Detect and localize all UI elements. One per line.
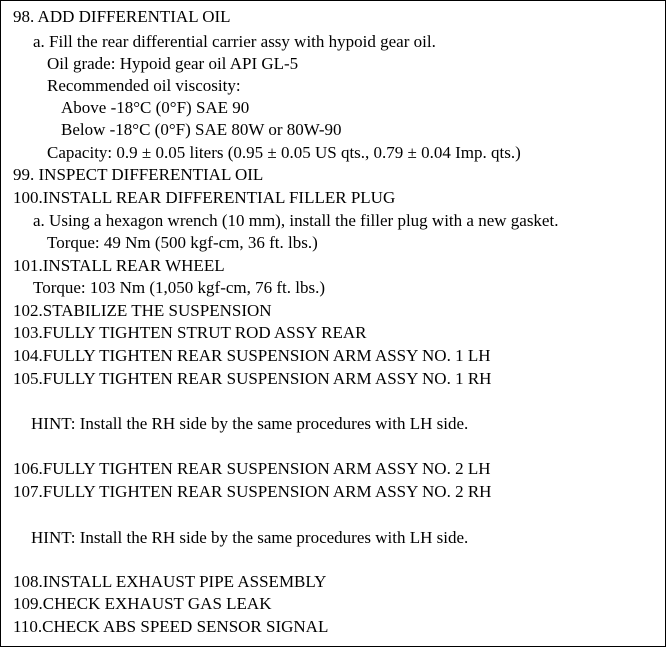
- step-104-heading: 104.FULLY TIGHTEN REAR SUSPENSION ARM ASSY NO. 1 LH: [13, 346, 491, 365]
- oil-grade-line: Oil grade: Hypoid gear oil API GL-5: [47, 54, 299, 73]
- step-103-heading: 103.FULLY TIGHTEN STRUT ROD ASSY REAR: [13, 323, 367, 342]
- viscosity-above: Above -18°C (0°F) SAE 90: [61, 98, 250, 117]
- step-101-heading: 101.INSTALL REAR WHEEL: [13, 256, 225, 275]
- step-109-heading: 109.CHECK EXHAUST GAS LEAK: [13, 594, 272, 613]
- step-98-heading: 98. ADD DIFFERENTIAL OIL: [13, 7, 231, 26]
- step-99-heading: 99. INSPECT DIFFERENTIAL OIL: [13, 165, 264, 184]
- step-107-heading: 107.FULLY TIGHTEN REAR SUSPENSION ARM ASSY NO. 2 RH: [13, 482, 492, 501]
- step-100-torque: Torque: 49 Nm (500 kgf-cm, 36 ft. lbs.): [47, 233, 318, 252]
- step-102-heading: 102.STABILIZE THE SUSPENSION: [13, 301, 272, 320]
- step-98-substep-a: a. Fill the rear differential carrier assy with hypoid gear oil.: [33, 32, 436, 51]
- step-101-torque: Torque: 103 Nm (1,050 kgf-cm, 76 ft. lbs.): [33, 278, 326, 297]
- step-106-heading: 106.FULLY TIGHTEN REAR SUSPENSION ARM ASSY NO. 2 LH: [13, 459, 491, 478]
- hint-note: HINT: Install the RH side by the same procedures with LH side.: [31, 414, 469, 433]
- step-100-substep-a: a. Using a hexagon wrench (10 mm), install the filler plug with a new gasket.: [33, 211, 559, 230]
- step-100-heading: 100.INSTALL REAR DIFFERENTIAL FILLER PLUG: [13, 188, 396, 207]
- capacity-line: Capacity: 0.9 ± 0.05 liters (0.95 ± 0.05 US qts., 0.79 ± 0.04 Imp. qts.): [47, 143, 521, 162]
- step-105-heading: 105.FULLY TIGHTEN REAR SUSPENSION ARM ASSY NO. 1 RH: [13, 369, 492, 388]
- step-108-heading: 108.INSTALL EXHAUST PIPE ASSEMBLY: [13, 572, 327, 591]
- hint-note: HINT: Install the RH side by the same procedures with LH side.: [31, 528, 469, 547]
- oil-viscosity-label: Recommended oil viscosity:: [47, 76, 241, 95]
- step-110-heading: 110.CHECK ABS SPEED SENSOR SIGNAL: [13, 617, 329, 636]
- viscosity-below: Below -18°C (0°F) SAE 80W or 80W-90: [61, 120, 342, 139]
